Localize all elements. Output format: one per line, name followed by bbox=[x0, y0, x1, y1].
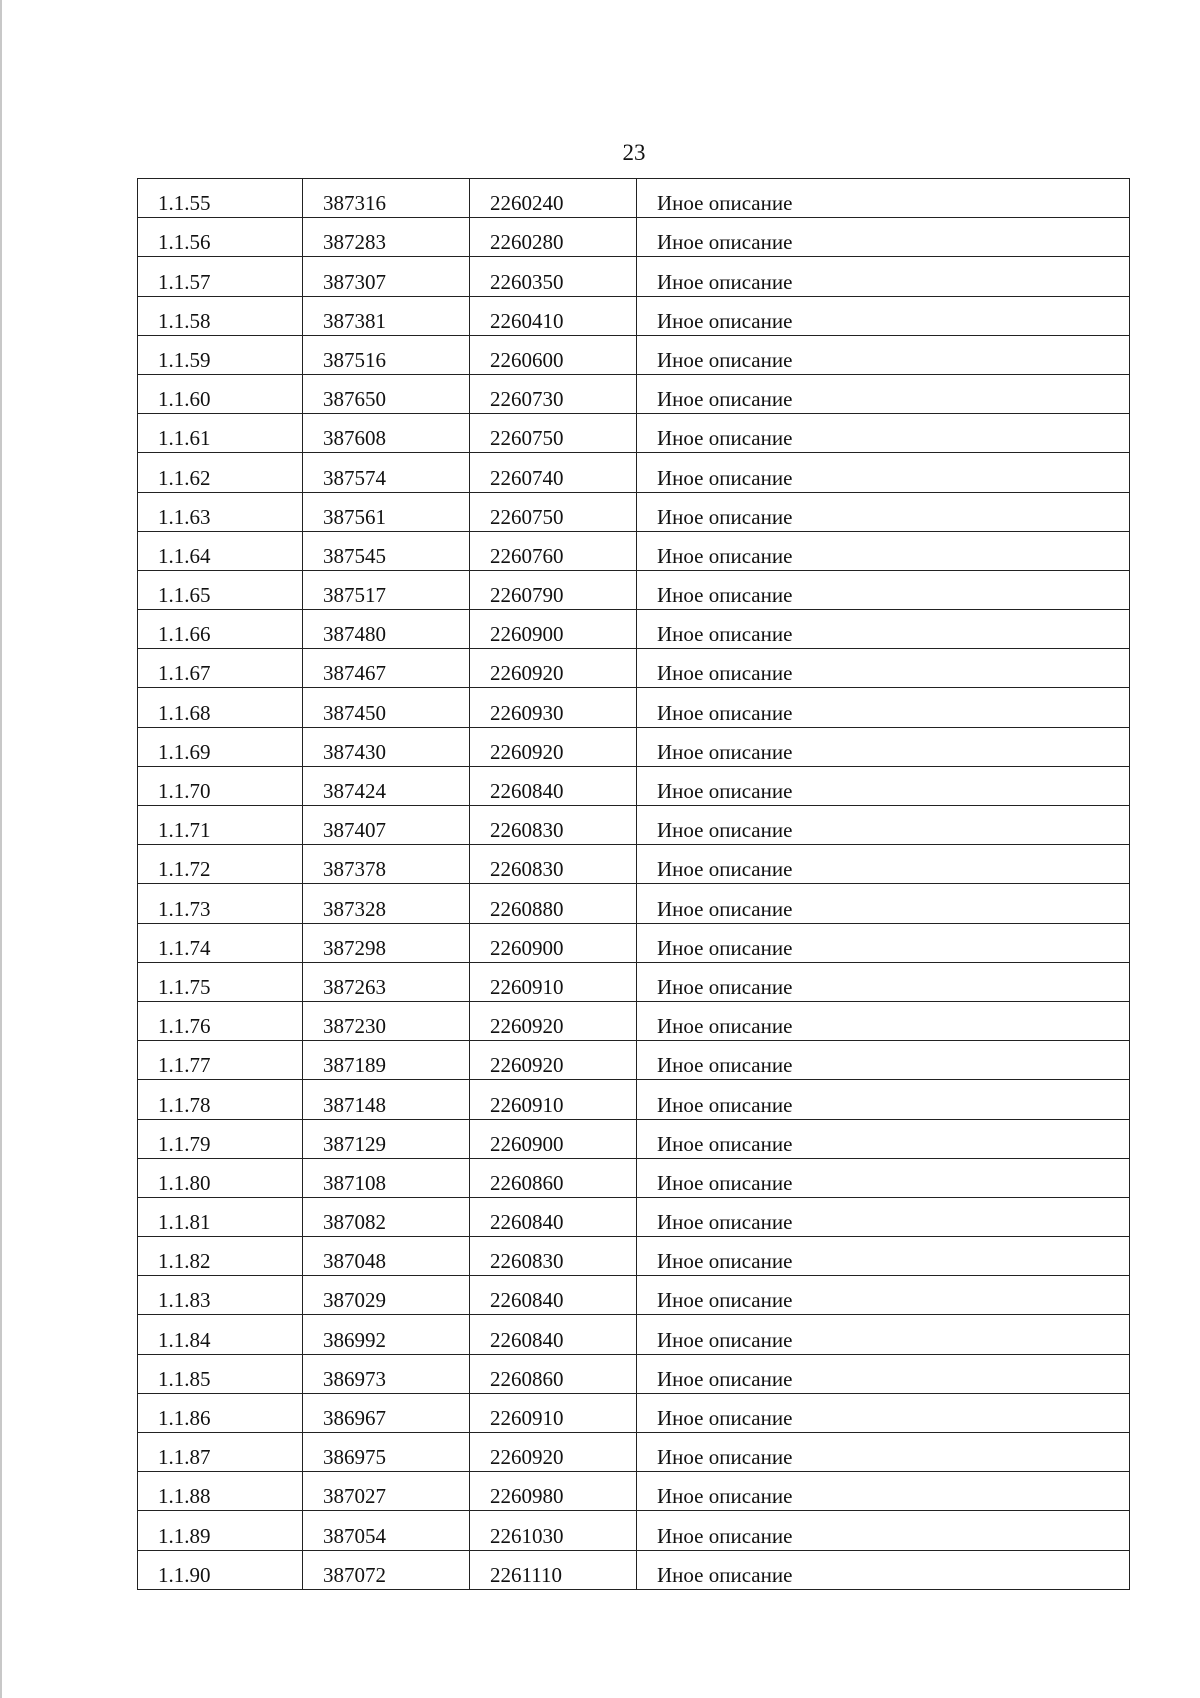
coordinate-x-cell: 387608 bbox=[303, 414, 470, 453]
table-row bbox=[138, 1158, 1130, 1197]
coordinate-x-cell: 387148 bbox=[303, 1080, 470, 1119]
point-number-cell: 1.1.90 bbox=[138, 1550, 303, 1589]
point-number-cell: 1.1.65 bbox=[138, 570, 303, 609]
coordinate-y-cell: 2260930 bbox=[470, 688, 637, 727]
table-row bbox=[138, 1354, 1130, 1393]
coordinate-x-cell: 387082 bbox=[303, 1197, 470, 1236]
table-row bbox=[138, 1472, 1130, 1511]
table-row bbox=[138, 492, 1130, 531]
table-row bbox=[138, 806, 1130, 845]
table-row bbox=[138, 179, 1130, 218]
coordinate-x-cell: 387108 bbox=[303, 1158, 470, 1197]
description-cell: Иное описание bbox=[637, 1315, 1130, 1354]
description-cell: Иное описание bbox=[637, 1080, 1130, 1119]
coordinate-y-cell: 2260740 bbox=[470, 453, 637, 492]
coordinate-x-cell: 387072 bbox=[303, 1550, 470, 1589]
point-number-cell: 1.1.76 bbox=[138, 1001, 303, 1040]
coordinate-x-cell: 387328 bbox=[303, 884, 470, 923]
table-row bbox=[138, 884, 1130, 923]
coordinate-x-cell: 387029 bbox=[303, 1276, 470, 1315]
coordinate-y-cell: 2260410 bbox=[470, 296, 637, 335]
table-row bbox=[138, 845, 1130, 884]
table-row bbox=[138, 1001, 1130, 1040]
table-row bbox=[138, 453, 1130, 492]
coordinate-x-cell: 386967 bbox=[303, 1393, 470, 1432]
coordinate-y-cell: 2260920 bbox=[470, 649, 637, 688]
point-number-cell: 1.1.62 bbox=[138, 453, 303, 492]
point-number-cell: 1.1.57 bbox=[138, 257, 303, 296]
coordinate-y-cell: 2260840 bbox=[470, 1315, 637, 1354]
table-row bbox=[138, 296, 1130, 335]
coordinate-y-cell: 2260350 bbox=[470, 257, 637, 296]
table-row bbox=[138, 1041, 1130, 1080]
point-number-cell: 1.1.79 bbox=[138, 1119, 303, 1158]
table-row bbox=[138, 1511, 1130, 1550]
point-number-cell: 1.1.86 bbox=[138, 1393, 303, 1432]
description-cell: Иное описание bbox=[637, 1197, 1130, 1236]
coordinate-y-cell: 2261030 bbox=[470, 1511, 637, 1550]
table-row bbox=[138, 1550, 1130, 1589]
description-cell: Иное описание bbox=[637, 335, 1130, 374]
coordinate-y-cell: 2260840 bbox=[470, 1197, 637, 1236]
description-cell: Иное описание bbox=[637, 531, 1130, 570]
table-row bbox=[138, 1119, 1130, 1158]
page-number: 23 bbox=[622, 140, 646, 165]
description-cell: Иное описание bbox=[637, 688, 1130, 727]
coordinate-x-cell: 387517 bbox=[303, 570, 470, 609]
coordinate-x-cell: 387316 bbox=[303, 179, 470, 218]
coordinate-x-cell: 387027 bbox=[303, 1472, 470, 1511]
description-cell: Иное описание bbox=[637, 1511, 1130, 1550]
coordinate-y-cell: 2260900 bbox=[470, 1119, 637, 1158]
coordinate-y-cell: 2260910 bbox=[470, 1393, 637, 1432]
table-row bbox=[138, 374, 1130, 413]
coordinate-y-cell: 2260920 bbox=[470, 1001, 637, 1040]
coordinate-x-cell: 387189 bbox=[303, 1041, 470, 1080]
table-row bbox=[138, 727, 1130, 766]
description-cell: Иное описание bbox=[637, 570, 1130, 609]
coordinate-x-cell: 387545 bbox=[303, 531, 470, 570]
description-cell: Иное описание bbox=[637, 179, 1130, 218]
table-row bbox=[138, 1197, 1130, 1236]
table-row bbox=[138, 1315, 1130, 1354]
table-row bbox=[138, 649, 1130, 688]
coordinate-x-cell: 387298 bbox=[303, 923, 470, 962]
point-number-cell: 1.1.66 bbox=[138, 610, 303, 649]
coordinate-x-cell: 387378 bbox=[303, 845, 470, 884]
description-cell: Иное описание bbox=[637, 1041, 1130, 1080]
table-row bbox=[138, 1237, 1130, 1276]
table-row bbox=[138, 414, 1130, 453]
coordinate-y-cell: 2260750 bbox=[470, 492, 637, 531]
description-cell: Иное описание bbox=[637, 296, 1130, 335]
table-body bbox=[138, 179, 1130, 1590]
point-number-cell: 1.1.82 bbox=[138, 1237, 303, 1276]
coordinate-y-cell: 2261110 bbox=[470, 1550, 637, 1589]
coordinate-y-cell: 2260280 bbox=[470, 218, 637, 257]
point-number-cell: 1.1.80 bbox=[138, 1158, 303, 1197]
coordinate-x-cell: 387430 bbox=[303, 727, 470, 766]
description-cell: Иное описание bbox=[637, 1354, 1130, 1393]
coordinate-x-cell: 387381 bbox=[303, 296, 470, 335]
description-cell: Иное описание bbox=[637, 374, 1130, 413]
coordinate-x-cell: 387230 bbox=[303, 1001, 470, 1040]
coordinate-y-cell: 2260730 bbox=[470, 374, 637, 413]
coordinate-x-cell: 387263 bbox=[303, 962, 470, 1001]
description-cell: Иное описание bbox=[637, 962, 1130, 1001]
point-number-cell: 1.1.73 bbox=[138, 884, 303, 923]
coordinate-y-cell: 2260860 bbox=[470, 1158, 637, 1197]
point-number-cell: 1.1.83 bbox=[138, 1276, 303, 1315]
description-cell: Иное описание bbox=[637, 1237, 1130, 1276]
coordinate-y-cell: 2260880 bbox=[470, 884, 637, 923]
coordinate-x-cell: 387048 bbox=[303, 1237, 470, 1276]
table-row bbox=[138, 531, 1130, 570]
point-number-cell: 1.1.59 bbox=[138, 335, 303, 374]
description-cell: Иное описание bbox=[637, 845, 1130, 884]
point-number-cell: 1.1.75 bbox=[138, 962, 303, 1001]
coordinate-x-cell: 387480 bbox=[303, 610, 470, 649]
coordinate-y-cell: 2260910 bbox=[470, 962, 637, 1001]
description-cell: Иное описание bbox=[637, 610, 1130, 649]
table-row bbox=[138, 570, 1130, 609]
point-number-cell: 1.1.68 bbox=[138, 688, 303, 727]
coordinate-x-cell: 386992 bbox=[303, 1315, 470, 1354]
table-row bbox=[138, 1393, 1130, 1432]
coordinate-y-cell: 2260830 bbox=[470, 1237, 637, 1276]
coordinate-y-cell: 2260920 bbox=[470, 1041, 637, 1080]
description-cell: Иное описание bbox=[637, 1276, 1130, 1315]
description-cell: Иное описание bbox=[637, 1119, 1130, 1158]
point-number-cell: 1.1.63 bbox=[138, 492, 303, 531]
table-row bbox=[138, 688, 1130, 727]
coordinate-x-cell: 387574 bbox=[303, 453, 470, 492]
table-row bbox=[138, 218, 1130, 257]
description-cell: Иное описание bbox=[637, 453, 1130, 492]
coordinate-y-cell: 2260980 bbox=[470, 1472, 637, 1511]
coordinate-x-cell: 386973 bbox=[303, 1354, 470, 1393]
point-number-cell: 1.1.85 bbox=[138, 1354, 303, 1393]
coordinate-y-cell: 2260750 bbox=[470, 414, 637, 453]
coordinate-y-cell: 2260240 bbox=[470, 179, 637, 218]
coordinate-x-cell: 387450 bbox=[303, 688, 470, 727]
point-number-cell: 1.1.88 bbox=[138, 1472, 303, 1511]
coordinate-y-cell: 2260900 bbox=[470, 923, 637, 962]
point-number-cell: 1.1.58 bbox=[138, 296, 303, 335]
description-cell: Иное описание bbox=[637, 257, 1130, 296]
point-number-cell: 1.1.77 bbox=[138, 1041, 303, 1080]
point-number-cell: 1.1.56 bbox=[138, 218, 303, 257]
coordinates-table bbox=[137, 178, 1130, 1590]
coordinate-y-cell: 2260910 bbox=[470, 1080, 637, 1119]
point-number-cell: 1.1.71 bbox=[138, 806, 303, 845]
description-cell: Иное описание bbox=[637, 1433, 1130, 1472]
description-cell: Иное описание bbox=[637, 649, 1130, 688]
description-cell: Иное описание bbox=[637, 923, 1130, 962]
point-number-cell: 1.1.87 bbox=[138, 1433, 303, 1472]
description-cell: Иное описание bbox=[637, 218, 1130, 257]
table-row bbox=[138, 335, 1130, 374]
point-number-cell: 1.1.74 bbox=[138, 923, 303, 962]
coordinate-y-cell: 2260830 bbox=[470, 845, 637, 884]
table-row bbox=[138, 962, 1130, 1001]
description-cell: Иное описание bbox=[637, 884, 1130, 923]
description-cell: Иное описание bbox=[637, 1001, 1130, 1040]
coordinate-y-cell: 2260860 bbox=[470, 1354, 637, 1393]
description-cell: Иное описание bbox=[637, 727, 1130, 766]
table-row bbox=[138, 923, 1130, 962]
point-number-cell: 1.1.70 bbox=[138, 766, 303, 805]
point-number-cell: 1.1.78 bbox=[138, 1080, 303, 1119]
coordinate-y-cell: 2260920 bbox=[470, 727, 637, 766]
coordinate-x-cell: 387561 bbox=[303, 492, 470, 531]
coordinate-x-cell: 387307 bbox=[303, 257, 470, 296]
coordinate-y-cell: 2260920 bbox=[470, 1433, 637, 1472]
description-cell: Иное описание bbox=[637, 1550, 1130, 1589]
description-cell: Иное описание bbox=[637, 492, 1130, 531]
table-row bbox=[138, 257, 1130, 296]
coordinate-x-cell: 387467 bbox=[303, 649, 470, 688]
coordinate-y-cell: 2260600 bbox=[470, 335, 637, 374]
coordinate-y-cell: 2260830 bbox=[470, 806, 637, 845]
point-number-cell: 1.1.55 bbox=[138, 179, 303, 218]
table-row bbox=[138, 766, 1130, 805]
coordinate-y-cell: 2260840 bbox=[470, 766, 637, 805]
coordinate-y-cell: 2260900 bbox=[470, 610, 637, 649]
description-cell: Иное описание bbox=[637, 1393, 1130, 1432]
table-row bbox=[138, 1433, 1130, 1472]
table-row bbox=[138, 1080, 1130, 1119]
coordinate-x-cell: 387424 bbox=[303, 766, 470, 805]
coordinate-x-cell: 387407 bbox=[303, 806, 470, 845]
coordinate-x-cell: 387516 bbox=[303, 335, 470, 374]
table-row bbox=[138, 610, 1130, 649]
description-cell: Иное описание bbox=[637, 1158, 1130, 1197]
point-number-cell: 1.1.81 bbox=[138, 1197, 303, 1236]
coordinate-y-cell: 2260760 bbox=[470, 531, 637, 570]
point-number-cell: 1.1.64 bbox=[138, 531, 303, 570]
point-number-cell: 1.1.89 bbox=[138, 1511, 303, 1550]
page-edge bbox=[0, 0, 2, 1698]
coordinate-x-cell: 387283 bbox=[303, 218, 470, 257]
point-number-cell: 1.1.61 bbox=[138, 414, 303, 453]
description-cell: Иное описание bbox=[637, 1472, 1130, 1511]
point-number-cell: 1.1.60 bbox=[138, 374, 303, 413]
table-row bbox=[138, 1276, 1130, 1315]
point-number-cell: 1.1.67 bbox=[138, 649, 303, 688]
point-number-cell: 1.1.69 bbox=[138, 727, 303, 766]
coordinate-x-cell: 386975 bbox=[303, 1433, 470, 1472]
description-cell: Иное описание bbox=[637, 414, 1130, 453]
coordinate-x-cell: 387054 bbox=[303, 1511, 470, 1550]
coordinate-x-cell: 387129 bbox=[303, 1119, 470, 1158]
description-cell: Иное описание bbox=[637, 766, 1130, 805]
point-number-cell: 1.1.72 bbox=[138, 845, 303, 884]
description-cell: Иное описание bbox=[637, 806, 1130, 845]
coordinate-y-cell: 2260790 bbox=[470, 570, 637, 609]
coordinate-x-cell: 387650 bbox=[303, 374, 470, 413]
point-number-cell: 1.1.84 bbox=[138, 1315, 303, 1354]
coordinate-y-cell: 2260840 bbox=[470, 1276, 637, 1315]
